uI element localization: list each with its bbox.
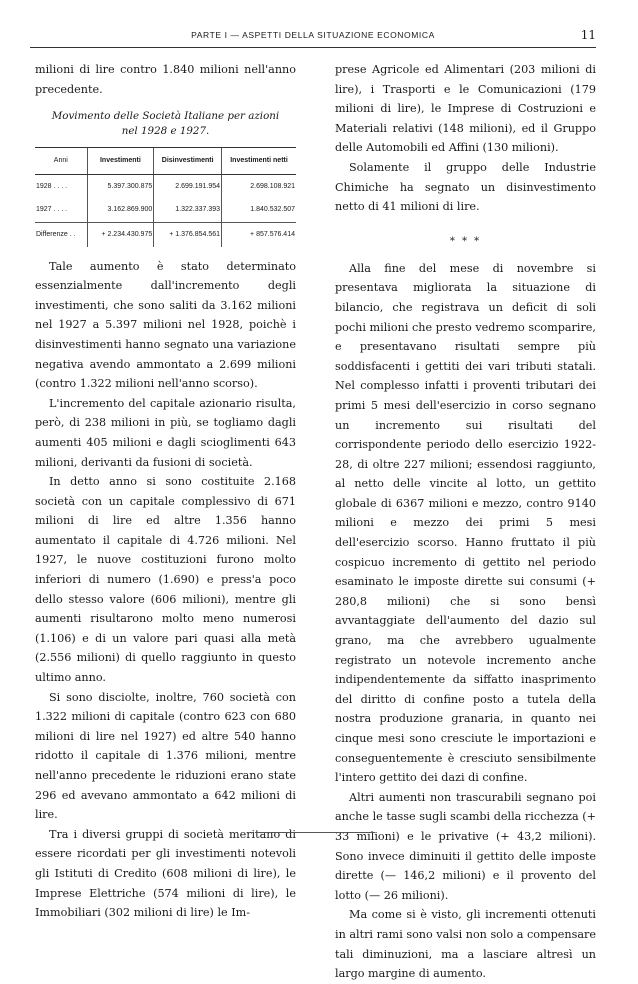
header-rule (30, 47, 596, 48)
paragraph: L'incremento del capitale azionario risulta, però, di 238 milioni in più, se togliamo dagli aumenti 405 milioni e dagli scioglimenti 643 milioni, derivanti da fusioni di società. (35, 396, 296, 469)
table-row (35, 174, 296, 198)
page-number: 11 (580, 28, 596, 42)
right-column (335, 60, 596, 984)
cell-value: 2.699.191.954 (154, 174, 222, 198)
table-caption (35, 109, 296, 139)
col-header-anni: Anni (35, 148, 87, 175)
cell-value: 1.322.337.393 (154, 198, 222, 222)
paragraph: Ma come si è visto, gli incrementi ottenuti in altri rami sono valsi non solo a compensare tali diminuzioni, ma a lasciare altresì un largo margine di aumento. (335, 908, 596, 981)
table-header-row (35, 148, 296, 175)
section-separator-stars: * * * (449, 235, 482, 247)
paragraph: Si sono disciolte, inoltre, 760 società con 1.322 milioni di capitale (contro 623 con 680 milioni di lire nel 1927) ed altre 540 hanno ridotto il capitale di 1.376 milioni, mentre nell'anno precedente le riduzioni erano state 296 ed avevano ammontato a 642 milioni di lire. (35, 690, 296, 822)
cell-value: 5.397.300.875 (87, 174, 154, 198)
left-column (35, 60, 296, 923)
caption-line-2: nel 1928 e 1927. (121, 125, 210, 138)
table-row-differences (35, 222, 296, 246)
paragraph: prese Agricole ed Alimentari (203 milioni di lire), i Trasporti e le Comunicazioni (179 milioni di lire), le Imprese di Costruzioni e Materiali relativi (148 milioni), ed il Gruppo delle Automobili ed Affini (130 milioni). (335, 63, 596, 155)
col-header-investimenti-netti: Investimenti netti (222, 148, 296, 175)
footer-rule (255, 832, 375, 833)
paragraph-intro: milioni di lire contro 1.840 milioni nell'anno precedente. (35, 63, 296, 96)
col-header-disinvestimenti: Disinvestimenti (154, 148, 222, 175)
table-row (35, 198, 296, 222)
cell-value: + 2.234.430.975 (87, 222, 154, 246)
cell-value: + 857.576.414 (222, 222, 296, 246)
cell-year: 1927 . . . . (36, 206, 68, 214)
caption-line-1: Movimento delle Società Italiane per azioni (51, 110, 280, 123)
paragraph: Solamente il gruppo delle Industrie Chimiche ha segnato un disinvestimento netto di 41 milioni di lire. (335, 160, 596, 214)
page-header (30, 30, 596, 50)
running-title: PARTE I — ASPETTI DELLA SITUAZIONE ECONOMICA (191, 30, 435, 40)
cell-value: 1.840.532.507 (222, 198, 296, 222)
paragraph: Tale aumento è stato determinato essenzialmente dall'incremento degli investimenti, che sono saliti da 3.162 milioni nel 1927 a 5.397 milioni nel 1928, poichè i disinvestimenti hanno segnato una variazione negativa avendo ammontato a 2.699 milioni (contro 1.322 milioni nell'anno scorso). (35, 259, 296, 391)
cell-value: 2.698.108.921 (222, 174, 296, 198)
companies-table (35, 147, 296, 246)
paragraph: Alla fine del mese di novembre si presentava migliorata la situazione di bilancio, che registrava un deficit di soli pochi milioni che presto vedremo scomparire, e presentavano risultati sempre più soddisfacenti i gettiti dei vari tributi statali. Nel complesso infatti i proventi tributari dei primi 5 mesi dell'esercizio in corso segnano un incremento sui risultati del corrispondente periodo dello esercizio 1922-28, di oltre 227 milioni; essendosi raggiunto, al netto delle vincite al lotto, un gettito globale di 6367 milioni e mezzo, contro 9140 milioni e mezzo dei primi 5 mesi dell'esercizio scorso. Hanno fruttato il più cospicuo incremento di gettito nel periodo esaminato le imposte dirette sui consumi (+ 280,8 milioni) che si sono bensì avvantaggiate dell'aumento del dazio sul grano, ma che avrebbero ugualmente registrato un notevole incremento anche indipendentemente da siffatto inasprimento del diritto di confine posto a tutela della nostra produzione granaria, in quanto nei cinque mesi sono cresciute le importazioni e conseguentemente è cresciuto sensibilmente l'intero gettito dei dazi di confine. (335, 261, 596, 785)
paragraph: Tra i diversi gruppi di società meritano di essere ricordati per gli investimenti notevoli gli Istituti di Credito (608 milioni di lire), le Imprese Elettriche (574 milioni di lire), le Immobiliari (302 milioni di lire) le Im- (35, 827, 296, 920)
cell-label: Differenze . . (35, 222, 87, 246)
cell-year: 1928 . . . . (36, 182, 68, 190)
paragraph: In detto anno si sono costituite 2.168 società con un capitale complessivo di 671 milioni di lire ed altre 1.356 hanno aumentato il capitale di 4.726 milioni. Nel 1927, le nuove costituzioni furono molto inferiori di numero (1.690) e press'a poco dello stesso valore (606 milioni), mentre gli aumenti risultarono molto meno numerosi (1.106) e di un valore pari quasi alla metà (2.556 milioni) di quello raggiunto in questo ultimo anno. (35, 475, 296, 685)
paragraph: Altri aumenti non trascurabili segnano poi anche le tasse sugli scambi della ricchezza (+ 33 milioni) e le privative (+ 43,2 milioni). Sono invece diminuiti il gettito delle imposte dirette (— 146,2 milioni) e il provento del lotto (— 26 milioni). (335, 790, 596, 902)
col-header-investimenti: Investimenti (87, 148, 154, 175)
cell-value: + 1.376.854.561 (154, 222, 222, 246)
cell-value: 3.162.869.900 (87, 198, 154, 222)
